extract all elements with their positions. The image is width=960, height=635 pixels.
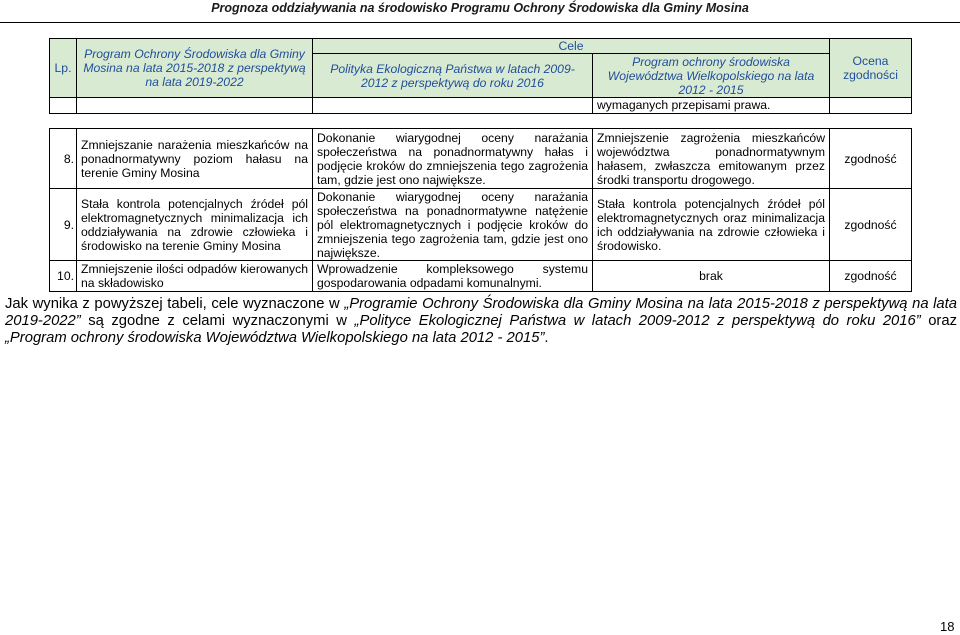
- row-polityka: Dokonanie wiarygodnej oceny narażania społeczeństwa na ponadnormatywne natężenie pól elektromagnetycznych i podjęcie kroków do zmniejszenia tego zagrożenia tam, gdzie jest ono największe.: [313, 189, 593, 261]
- row-polityka: Wprowadzenie kompleksowego systemu gospodarowania odpadami komunalnymi.: [313, 261, 593, 292]
- row-ocena: zgodność: [830, 189, 912, 261]
- header-lp: Lp.: [50, 39, 77, 98]
- row-ocena: zgodność: [830, 129, 912, 189]
- row-program: Zmniejszanie narażenia mieszkańców na ponadnormatywny poziom hałasu na terenie Gminy Mosina: [77, 129, 313, 189]
- row-wojewodztwo: Zmniejszenie zagrożenia mieszkańców województwa ponadnormatywnym hałasem, zwłaszcza emitowanym przez środki transportu drogowego.: [593, 129, 830, 189]
- row-ocena: zgodność: [830, 261, 912, 292]
- row-lp: 9.: [50, 189, 77, 261]
- header-wojewodztwo: Program ochrony środowiska Województwa Wielkopolskiego na lata 2012 - 2015: [593, 54, 830, 98]
- row-program: Zmniejszenie ilości odpadów kierowanych na składowisko: [77, 261, 313, 292]
- header-ocena: Ocena zgodności: [830, 39, 912, 98]
- conclusion-text: Jak wynika z powyższej tabeli, cele wyznaczone w: [5, 296, 345, 312]
- header-program: Program Ochrony Środowiska dla Gminy Mosina na lata 2015-2018 z perspektywą na lata 2019-2022: [77, 39, 313, 98]
- header-cele: Cele: [313, 39, 830, 54]
- row-program: Stała kontrola potencjalnych źródeł pól elektromagnetycznych minimalizacja ich oddziaływania na zdrowie człowieka i środowisko na terenie Gminy Mosina: [77, 189, 313, 261]
- page-number: 18: [940, 619, 955, 634]
- row-polityka: Dokonanie wiarygodnej oceny narażania społeczeństwa na ponadnormatywny hałas i podjęcie kroków do zmniejszenia tego zagrożenia tam, gdzie jest ono największe.: [313, 129, 593, 189]
- conclusion-program-title: „Programie Ochrony Środowiska dla Gminy Mosina na lata 2015-2018 z perspektywą na lata 2019-2022”: [5, 296, 957, 329]
- conclusion-text: oraz: [920, 313, 957, 329]
- header-polityka: Polityka Ekologiczną Państwa w latach 2009-2012 z perspektywą do roku 2016: [313, 54, 593, 98]
- row-wojewodztwo: Stała kontrola potencjalnych źródeł pól elektromagnetycznych oraz minimalizacja ich oddziaływania na zdrowie człowieka i środowisko.: [593, 189, 830, 261]
- conclusion-polityka-title: „Polityce Ekologicznej Państwa w latach 2009-2012 z perspektywą do roku 2016”: [354, 313, 921, 329]
- continuation-text: wymaganych przepisami prawa.: [593, 98, 830, 114]
- row-lp: 10.: [50, 261, 77, 292]
- comparison-table: [49, 38, 912, 292]
- conclusion-wojewodztwo-title: „Program ochrony środowiska Województwa Wielkopolskiego na lata 2012 - 2015”: [5, 330, 545, 346]
- conclusion-text: .: [544, 330, 549, 346]
- header-rule: [0, 22, 960, 23]
- conclusion-paragraph: [5, 296, 957, 347]
- running-header: Prognoza oddziaływania na środowisko Programu Ochrony Środowiska dla Gminy Mosina: [211, 1, 749, 15]
- row-lp: 8.: [50, 129, 77, 189]
- conclusion-text: są zgodne z celami wyznaczonymi w: [80, 313, 355, 329]
- row-wojewodztwo: brak: [593, 261, 830, 292]
